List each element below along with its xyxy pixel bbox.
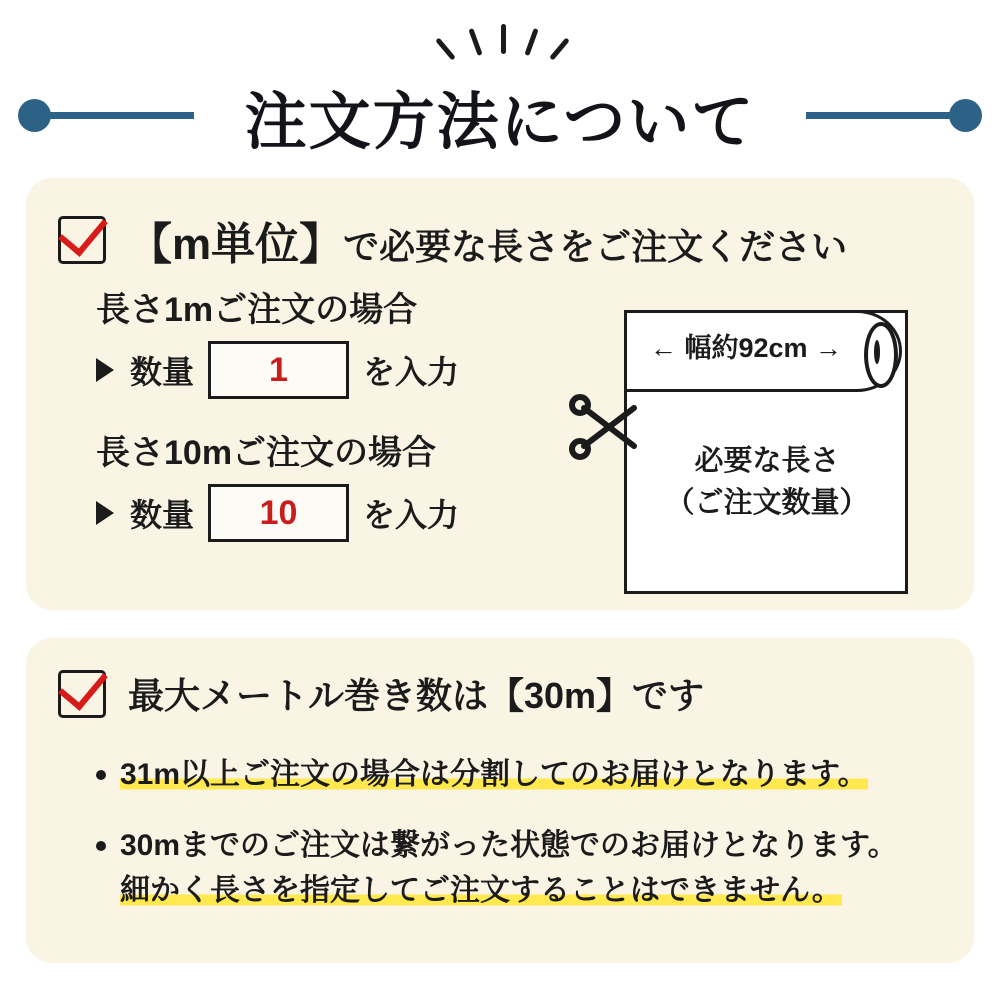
roll-length-line1: 必要な長さ [694, 445, 840, 477]
scissors-icon [568, 392, 642, 462]
note-2-line1: 30mまでのご注文は繋がった状態でのお届けとなります。 [120, 829, 898, 862]
order-examples [96, 282, 566, 568]
section-one-heading-strong: 【m単位】 [128, 220, 344, 269]
example-1-qty-suffix: を入力 [363, 354, 460, 390]
checkbox-checked-icon [58, 216, 106, 264]
quantity-input-2[interactable]: 10 [208, 484, 349, 542]
wallpaper-roll-icon [586, 300, 946, 600]
roll-length-label [632, 440, 902, 524]
example-1-label: 長さ1mご注文の場合 [96, 291, 418, 329]
triangle-right-icon [96, 358, 114, 382]
example-2-qty-word: 数量 [130, 497, 195, 533]
notes-list [96, 752, 936, 939]
quantity-input-1[interactable]: 1 [208, 341, 349, 399]
note-2-line2: 細かく長さを指定してご注文することはできません。 [120, 874, 842, 907]
example-1-row [96, 341, 566, 399]
note-1-text: 31m以上ご注文の場合は分割してのお届けとなります。 [120, 758, 868, 791]
decor-dot-right [949, 99, 982, 132]
example-1-qty-word: 数量 [130, 354, 195, 390]
section-one-heading-row [26, 178, 974, 272]
example-2-label: 長さ10mご注文の場合 [96, 434, 437, 472]
checkbox-checked-icon [58, 670, 106, 718]
roll-width-label: ← 幅約92cm → [649, 333, 843, 363]
list-item [96, 823, 936, 913]
page-header [0, 0, 1000, 165]
example-2-qty-suffix: を入力 [363, 497, 460, 533]
section-one-heading-rest: で必要な長さをご注文ください [343, 226, 848, 267]
section-two-heading-row [26, 638, 974, 719]
roll-core-icon [864, 322, 898, 388]
section-one-heading [128, 208, 847, 272]
triangle-right-icon [96, 501, 114, 525]
decor-rule-right [806, 112, 956, 119]
sparkle-lines-icon [437, 22, 567, 67]
bullet-dot-icon [96, 770, 106, 780]
example-2-row [96, 484, 566, 542]
list-item [96, 752, 936, 797]
section-two-heading: 最大メートル巻き数は【30m】です [128, 675, 705, 716]
bullet-dot-icon [96, 841, 106, 851]
roll-length-line2: （ご注文数量） [665, 487, 869, 520]
page-title: 注文方法について [244, 88, 756, 157]
